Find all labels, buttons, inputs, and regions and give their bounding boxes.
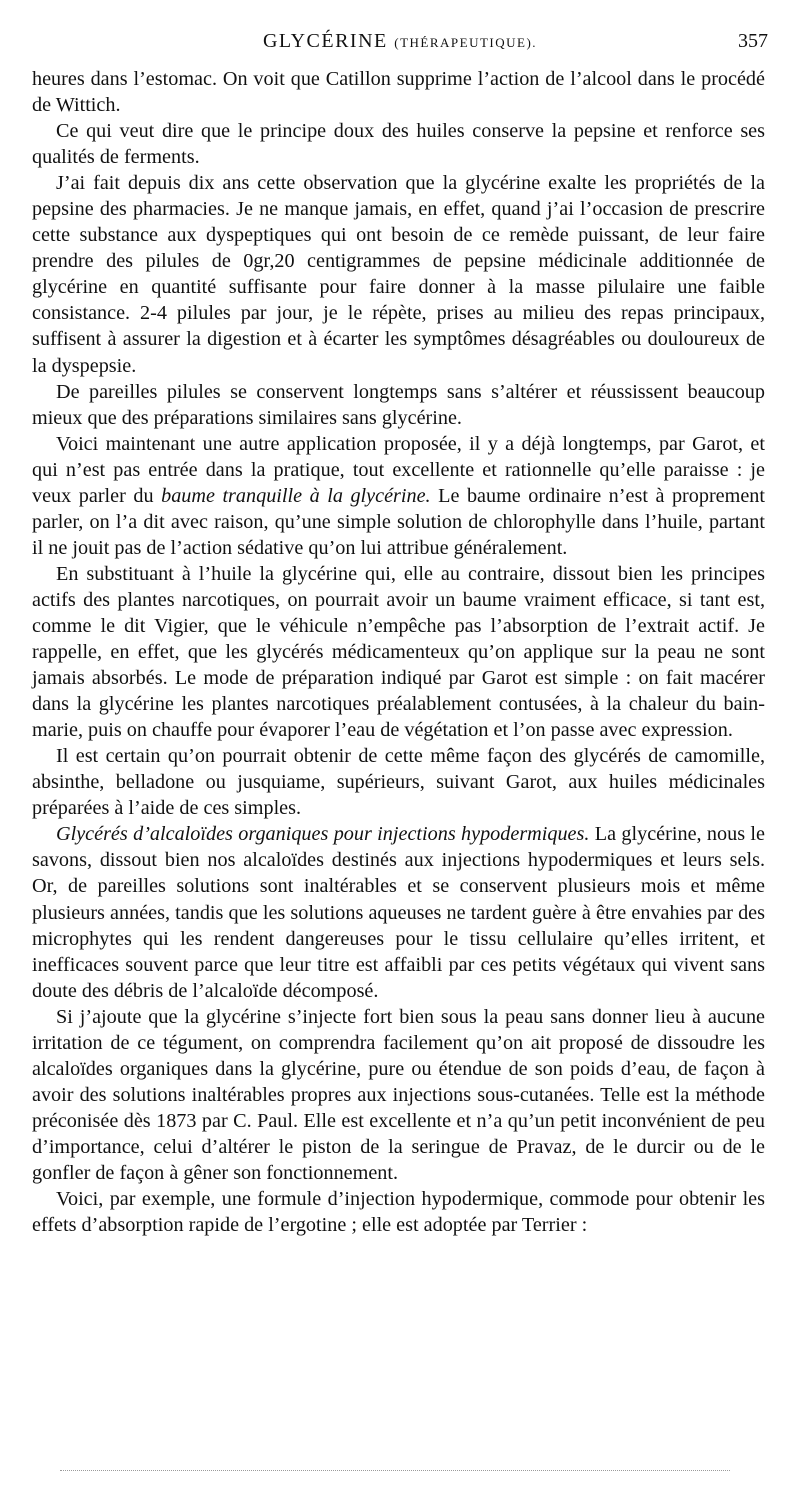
running-head-title — [32, 30, 768, 53]
running-head — [32, 30, 768, 60]
paragraph-2: Ce qui veut dire que le principe doux des huiles conserve la pepsine et renforce ses qualités de ferments. — [32, 120, 765, 169]
running-head-subtitle: (THÉRAPEUTIQUE). — [394, 35, 538, 50]
paragraph-8-italic-heading: Glycérés d’alcaloïdes organiques pour injections hypodermiques. — [56, 823, 590, 846]
paragraph-7: Il est certain qu’on pourrait obtenir de cette même façon des glycérés de camomille, absinthe, belladone ou jusquiame, supérieurs, suivant Garot, aux huiles médicinales préparées à l’aide de ces simples. — [32, 745, 765, 820]
paragraph-1: heures dans l’estomac. On voit que Catillon supprime l’action de l’alcool dans le procédé de Wittich. — [32, 68, 765, 117]
paragraph-8-end: La glycérine, nous le savons, dissout bien nos alcaloïdes destinés aux injections hypodermiques et leurs sels. Or, de pareilles solutions sont inaltérables et se conservent plusieurs mois et même plusieurs années, tandis que les solutions aqueuses ne tardent guère à être envahies par des microphytes qui les rendent dangereuses pour le tissu cellulaire qu’elles irritent, et inefficaces souvent parce que leur titre est affaibli par ces petits végétaux qui vivent sans doute des débris de l’alcaloïde décomposé. — [32, 823, 765, 1002]
paragraph-3: J’ai fait depuis dix ans cette observation que la glycérine exalte les propriétés de la pepsine des pharmacies. Je ne manque jamais, en effet, quand j’ai l’occasion de prescrire cette substance aux dyspeptiques qui ont besoin de ce remède puissant, de leur faire prendre des pilules de 0gr,20 centigrammes de pepsine médicinale additionnée de glycérine en quantité suffisante pour faire donner à la masse pilulaire une faible consistance. 2-4 pilules par jour, je le répète, prises au milieu des repas principaux, suffisent à assurer la digestion et à écarter les symptômes désagréables ou douloureux de la dyspepsie. — [32, 172, 765, 377]
paragraph-9: Si j’ajoute que la glycérine s’injecte fort bien sous la peau sans donner lieu à aucune irritation de ce tégument, on comprendra facilement qu’on ait proposé de dissoudre les alcaloïdes organiques dans la glycérine, pure ou étendue de son poids d’eau, de façon à avoir des solutions inaltérables propres aux injections sous-cutanées. Telle est la méthode préconisée dès 1873 par C. Paul. Elle est excellente et n’a qu’un petit inconvénient de peu d’importance, celui d’altérer le piston de la seringue de Pravaz, de le durcir ou de le gonfler de façon à gêner son fonctionnement. — [32, 1005, 765, 1184]
paragraph-5-start: Voici maintenant une autre application proposée, il y a déjà longtemps, par Garot, et qui n’est pas entrée dans la pratique, tout excellente et rationnelle qu’elle paraisse : je veux parler du — [32, 432, 765, 507]
paragraph-4: De pareilles pilules se conservent longtemps sans s’altérer et réussissent beaucoup mieux que des préparations similaires sans glycérine. — [32, 380, 765, 429]
body-text — [32, 66, 765, 1238]
paragraph-5-end: Le baume ordinaire n’est à proprement parler, on l’a dit avec raison, qu’une simple solution de chlorophylle dans l’huile, partant il ne jouit pas de l’action sédative qu’on lui attribue généralement. — [32, 484, 765, 559]
paragraph-10: Voici, par exemple, une formule d’injection hypodermique, commode pour obtenir les effets d’absorption rapide de l’ergotine ; elle est adoptée par Terrier : — [32, 1188, 765, 1237]
running-head-main: GLYCÉRINE — [262, 30, 388, 52]
paragraph-6: En substituant à l’huile la glycérine qui, elle au contraire, dissout bien les principes actifs des plantes narcotiques, on pourrait avoir un baume vraiment efficace, si tant est, comme le dit Vigier, que le véhicule n’empêche pas l’absorption de l’extrait actif. Je rappelle, en effet, que les glycérés médicamenteux qu’on applique sur la peau ne sont jamais absorbés. Le mode de préparation indiqué par Garot est simple : on fait macérer dans la glycérine les plantes narcotiques préalablement contusées, à la chaleur du bain-marie, puis on chauffe pour évaporer l’eau de végétation et l’on passe avec expression. — [32, 562, 765, 742]
paragraph-8 — [32, 821, 765, 1003]
footer-bleed-through-line — [60, 1470, 730, 1471]
paragraph-5-italic-title: baume tranquille à la glycérine. — [161, 484, 431, 507]
page-number: 357 — [738, 30, 768, 52]
paragraph-5 — [32, 431, 765, 561]
